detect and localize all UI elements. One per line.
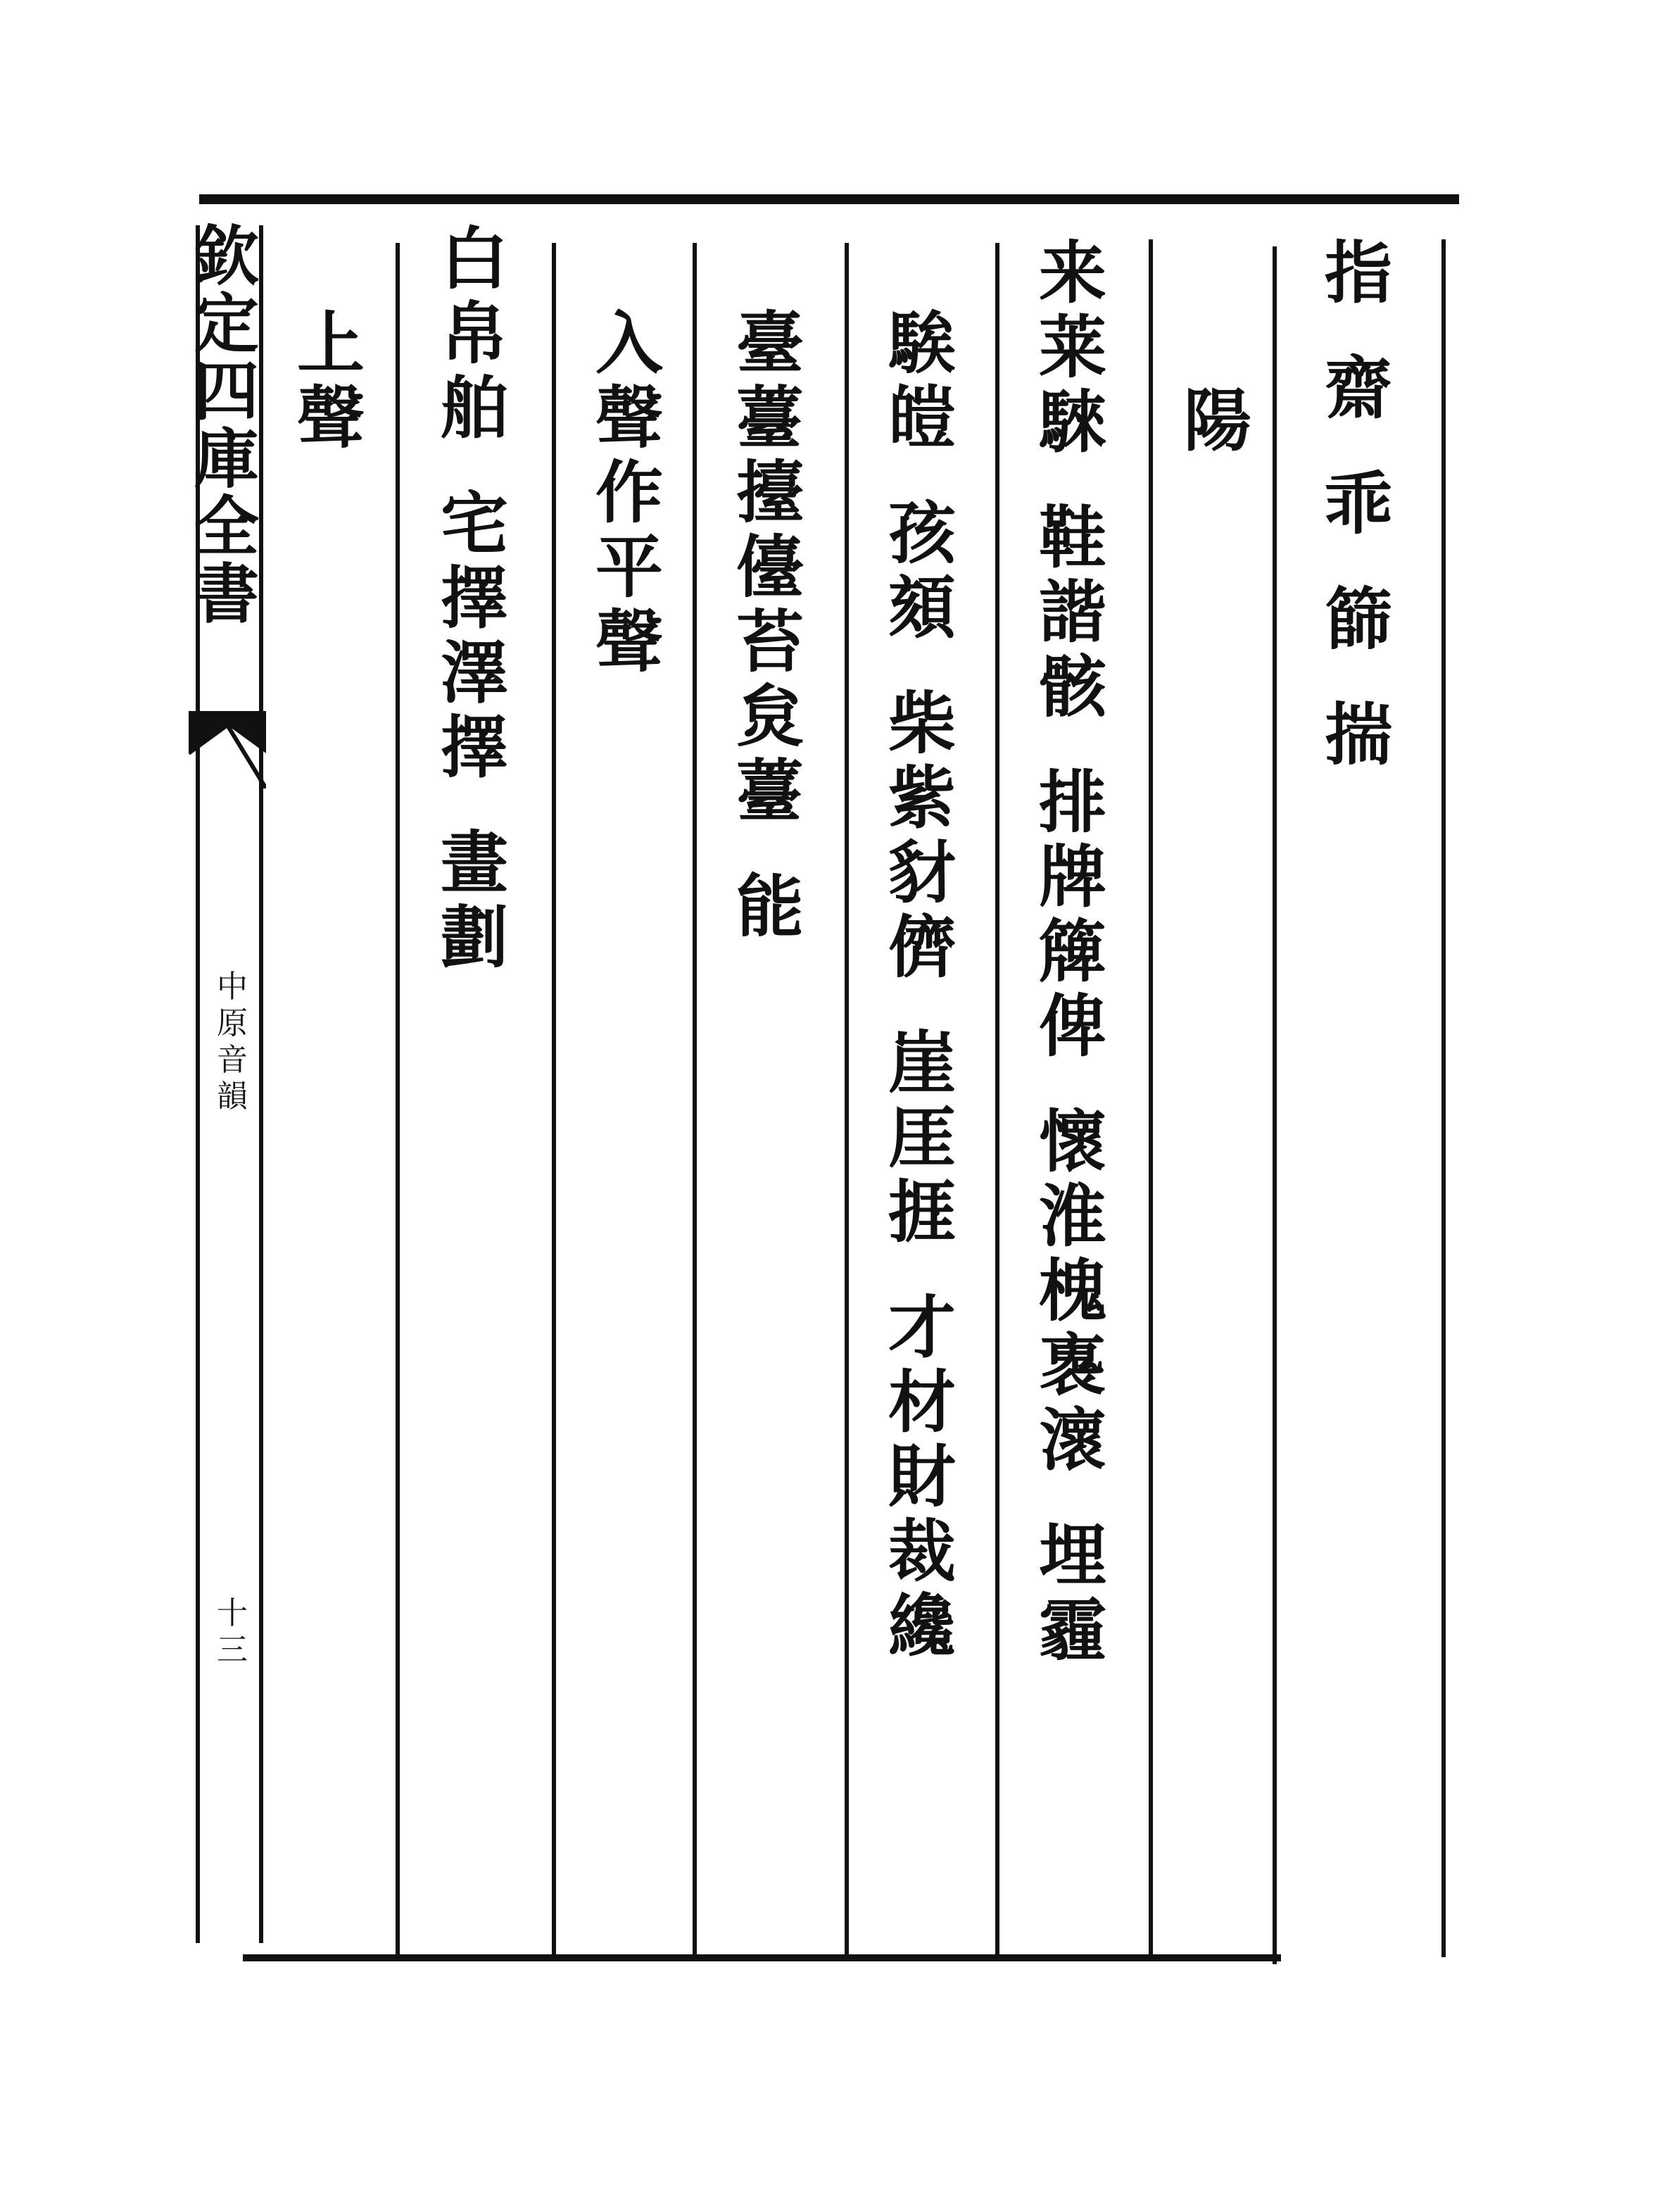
glyph: 騃	[888, 303, 956, 383]
glyph: 上	[297, 303, 365, 383]
text-column-5	[721, 303, 819, 948]
glyph: 霾	[1039, 1590, 1106, 1670]
glyph: 崖	[888, 1023, 956, 1102]
glyph: 紫	[888, 758, 956, 838]
glyph: 豺	[888, 833, 956, 912]
margin-title	[191, 218, 262, 632]
character-group	[888, 494, 956, 649]
glyph: 諧	[1039, 572, 1106, 652]
glyph: 篩	[1325, 579, 1392, 659]
glyph: 庫	[194, 421, 259, 497]
character-group	[441, 823, 508, 979]
character-group	[888, 1288, 956, 1667]
glyph: 簰	[1039, 912, 1106, 991]
glyph: 鞋	[1039, 498, 1106, 577]
glyph: 淮	[1039, 1176, 1106, 1256]
column-rule	[1441, 239, 1446, 1957]
character-group	[1325, 348, 1392, 429]
glyph: 韻	[217, 1079, 248, 1114]
glyph: 三	[217, 1632, 248, 1668]
glyph: 擇	[441, 708, 508, 787]
column-rule	[845, 243, 849, 1961]
page-number-text	[217, 1595, 248, 1671]
character-group	[736, 303, 804, 832]
glyph: 帛	[441, 294, 508, 373]
glyph: 擇	[441, 558, 508, 638]
character-group	[1039, 498, 1106, 728]
glyph: 厓	[888, 1098, 956, 1177]
glyph: 褢	[1039, 1326, 1106, 1405]
glyph: 中	[217, 969, 248, 1005]
margin-title-text	[194, 218, 259, 632]
text-column-1	[1309, 233, 1408, 776]
glyph: 揣	[1325, 695, 1392, 774]
glyph: 四	[194, 353, 259, 429]
glyph: 纔	[888, 1586, 956, 1666]
character-group	[888, 684, 956, 988]
character-group	[1325, 464, 1392, 545]
character-group	[888, 1023, 956, 1253]
glyph: 裁	[888, 1512, 956, 1591]
text-column-6	[580, 303, 679, 683]
character-group	[1325, 695, 1392, 776]
glyph: 十	[217, 1595, 248, 1631]
glyph: 白	[441, 219, 508, 299]
glyph: 陽	[1184, 381, 1251, 460]
glyph: 槐	[1039, 1251, 1106, 1331]
character-group	[441, 219, 508, 449]
glyph: 排	[1039, 762, 1106, 842]
character-group	[1184, 381, 1251, 462]
glyph: 炱	[736, 677, 804, 756]
glyph: 薹	[736, 378, 804, 458]
glyph: 皚	[888, 378, 956, 458]
glyph: 俾	[1039, 986, 1106, 1066]
glyph: 畫	[441, 823, 508, 903]
glyph: 薹	[736, 751, 804, 831]
glyph: 劃	[441, 898, 508, 977]
glyph: 聲	[595, 378, 663, 458]
column-rule	[693, 243, 697, 1961]
glyph: 平	[595, 527, 663, 607]
glyph: 儕	[888, 907, 956, 987]
glyph: 懷	[1039, 1102, 1106, 1181]
character-group	[297, 303, 365, 459]
glyph: 擡	[736, 453, 804, 532]
character-group	[1039, 1102, 1106, 1481]
glyph: 入	[595, 303, 663, 383]
glyph: 齋	[1325, 348, 1392, 428]
glyph: 孩	[888, 494, 956, 573]
column-rule	[995, 243, 999, 1961]
column-rule	[1149, 239, 1153, 1957]
character-group	[1325, 233, 1392, 314]
glyph: 音	[217, 1042, 248, 1078]
glyph: 聲	[297, 378, 365, 458]
glyph: 来	[1039, 233, 1106, 313]
glyph: 苔	[736, 602, 804, 681]
text-column-4	[873, 303, 971, 1667]
character-group	[1039, 762, 1106, 1067]
glyph: 莱	[1039, 308, 1106, 387]
glyph: 舶	[441, 368, 508, 448]
glyph: 能	[736, 867, 804, 946]
glyph: 材	[888, 1362, 956, 1442]
glyph: 才	[888, 1288, 956, 1367]
text-column-2	[1168, 381, 1267, 462]
glyph: 牌	[1039, 837, 1106, 917]
character-group	[736, 867, 804, 948]
column-rule	[1273, 246, 1277, 1964]
glyph: 乖	[1325, 464, 1392, 543]
glyph: 定	[194, 286, 259, 362]
glyph: 原	[217, 1005, 248, 1041]
glyph: 聲	[595, 602, 663, 681]
character-group	[1325, 579, 1392, 660]
character-group	[888, 303, 956, 459]
glyph: 書	[194, 556, 259, 632]
glyph: 臺	[736, 303, 804, 383]
margin-subtitle-text	[217, 969, 248, 1118]
glyph: 騋	[1039, 382, 1106, 462]
character-group	[1039, 1516, 1106, 1671]
glyph: 指	[1325, 233, 1392, 313]
glyph: 財	[888, 1437, 956, 1516]
character-group	[595, 303, 663, 683]
glyph: 埋	[1039, 1516, 1106, 1595]
glyph: 儓	[736, 527, 804, 607]
column-rule	[552, 243, 556, 1961]
fish-tail-mark	[189, 711, 266, 788]
glyph: 捱	[888, 1172, 956, 1252]
page-number	[211, 1595, 253, 1671]
glyph: 柴	[888, 684, 956, 763]
column-rule	[396, 243, 400, 1961]
glyph: 頦	[888, 568, 956, 648]
glyph: 澤	[441, 633, 508, 712]
glyph: 全	[194, 489, 259, 565]
text-column-7	[425, 219, 524, 979]
text-column-8	[282, 303, 380, 459]
top-border	[199, 194, 1459, 204]
glyph: 骸	[1039, 647, 1106, 727]
margin-subtitle	[211, 969, 253, 1118]
glyph: 瀤	[1039, 1400, 1106, 1480]
character-group	[1039, 233, 1106, 463]
character-group	[441, 484, 508, 788]
text-column-3	[1023, 233, 1122, 1671]
glyph: 作	[595, 453, 663, 532]
glyph: 欽	[194, 218, 259, 294]
glyph: 宅	[441, 484, 508, 563]
